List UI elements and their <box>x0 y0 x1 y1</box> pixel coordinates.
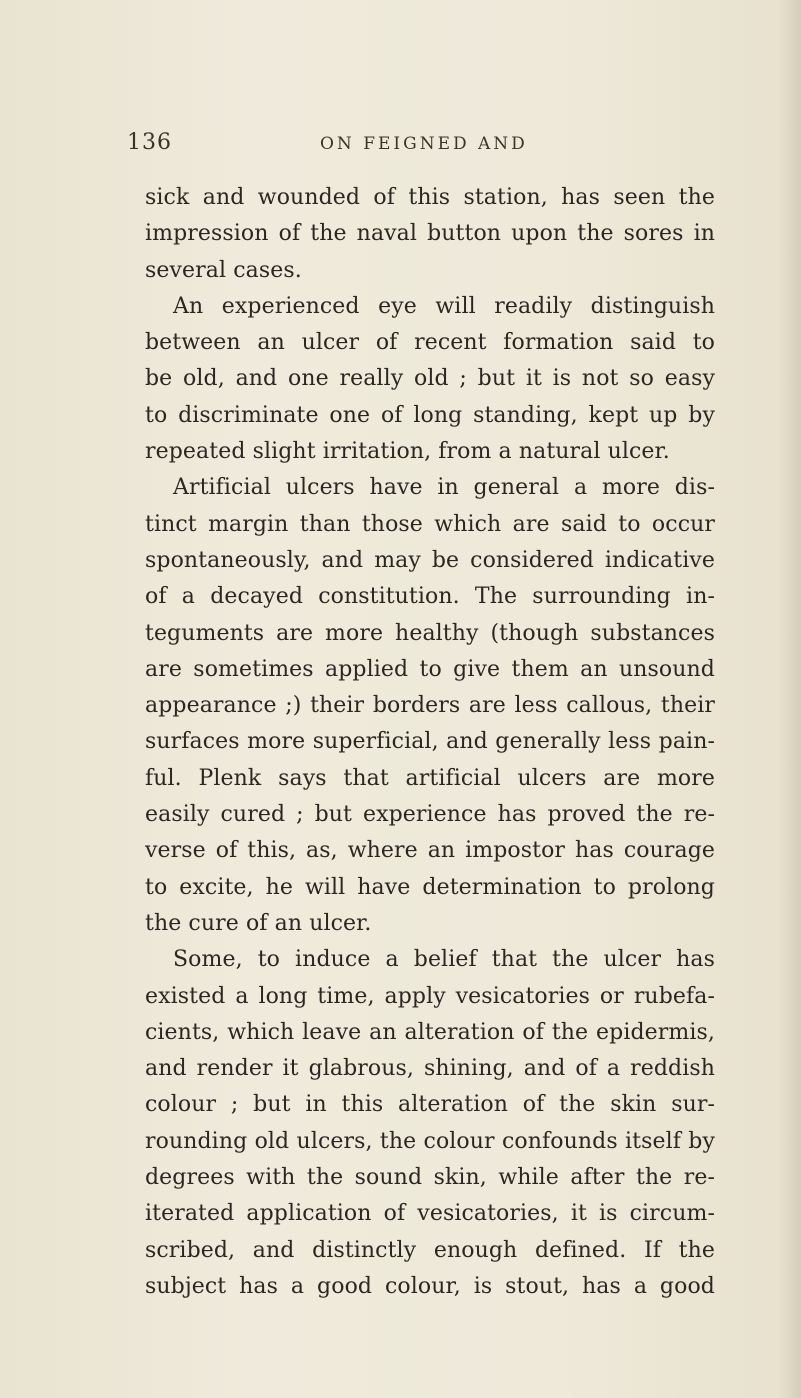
text-line: degrees with the sound skin, while after the re- <box>145 1165 715 1191</box>
text-line: An experienced eye will readily distinguish <box>173 293 715 319</box>
text-line: scribed, and distinctly enough defined. If the <box>145 1237 715 1263</box>
text-line: several cases. <box>145 257 302 283</box>
text-line: sick and wounded of this station, has seen the <box>145 185 715 210</box>
text-line: to excite, he will have determination to prolong <box>145 874 715 900</box>
text-line: ful. Plenk says that artificial ulcers are more <box>145 765 715 791</box>
text-line: and render it glabrous, shining, and of a reddish <box>145 1056 715 1082</box>
text-line: spontaneously, and may be considered indicative <box>145 547 715 573</box>
text-line: existed a long time, apply vesicatories or rubefa- <box>145 983 715 1009</box>
running-head: ON FEIGNED AND <box>320 134 528 154</box>
text-line: cients, which leave an alteration of the epidermis, <box>145 1019 715 1045</box>
text-line: easily cured ; but experience has proved the re- <box>145 802 715 828</box>
text-line: iterated application of vesicatories, it is circum- <box>145 1201 715 1227</box>
text-line: between an ulcer of recent formation said to <box>145 330 715 356</box>
text-line: the cure of an ulcer. <box>145 910 372 936</box>
text-line: Some, to induce a belief that the ulcer has <box>173 947 715 973</box>
page-number: 136 <box>127 130 172 155</box>
page-edge-shadow <box>779 0 801 1398</box>
text-line: verse of this, as, where an impostor has courage <box>145 838 715 864</box>
text-line: appearance ;) their borders are less callous, their <box>145 693 715 719</box>
text-line: are sometimes applied to give them an unsound <box>145 656 715 682</box>
text-line: surfaces more superficial, and generally less pain- <box>145 729 715 755</box>
text-line: rounding old ulcers, the colour confounds itself by <box>145 1128 715 1154</box>
text-line: Artificial ulcers have in general a more dis- <box>173 475 715 501</box>
text-line: of a decayed constitution. The surrounding in- <box>145 584 715 610</box>
text-line: impression of the naval button upon the sores in <box>145 221 715 247</box>
text-line: repeated slight irritation, from a natural ulcer. <box>145 439 670 465</box>
body-text <box>145 180 715 1305</box>
text-line: to discriminate one of long standing, kept up by <box>145 402 715 428</box>
text-line: teguments are more healthy (though substances <box>145 620 715 646</box>
text-line: colour ; but in this alteration of the skin sur- <box>145 1092 715 1118</box>
text-line: be old, and one really old ; but it is not so easy <box>145 366 715 392</box>
page-header <box>0 126 801 166</box>
text-line: tinct margin than those which are said to occur <box>145 511 715 537</box>
text-line: subject has a good colour, is stout, has a good <box>145 1273 715 1299</box>
